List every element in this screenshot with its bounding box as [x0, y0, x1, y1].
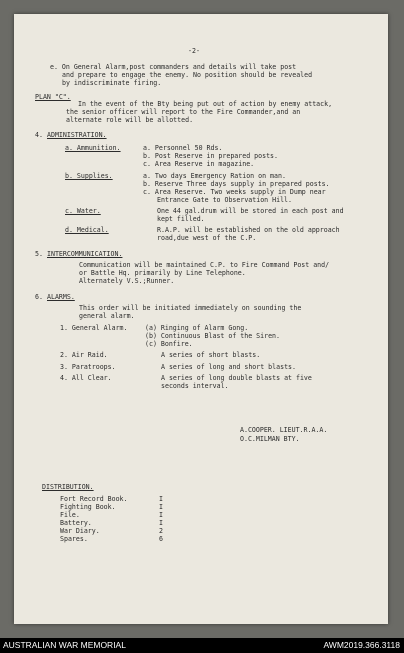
medical-item: R.A.P. will be established on the old approach	[157, 226, 340, 234]
supplies-item: b. Reserve Three days supply in prepared posts.	[143, 180, 330, 188]
supplies-item: Entrance Gate to Observation Hill.	[157, 196, 292, 204]
supplies-label: b. Supplies.	[65, 172, 113, 180]
distribution-count: 6	[159, 535, 163, 543]
distribution-count: I	[159, 503, 163, 511]
archive-footer-bar	[0, 638, 404, 653]
distribution-name: Spares.	[60, 535, 88, 543]
water-label: c. Water.	[65, 207, 101, 215]
distribution-name: Fighting Book.	[60, 503, 116, 511]
supplies-item: a. Two days Emergency Ration on man.	[143, 172, 286, 180]
intercom-heading: INTERCOMMUNICATION.	[47, 250, 123, 258]
plan-c-line: alternate role will be allotted.	[66, 116, 194, 124]
page-number: -2-	[188, 47, 200, 55]
signature-name: A.COOPER. LIEUT.R.A.A.	[240, 426, 328, 434]
ammunition-item: a. Personnel 50 Rds.	[143, 144, 223, 152]
section-e-line: and prepare to engage the enemy. No position should be revealed	[62, 71, 313, 79]
admin-heading: ADMINISTRATION.	[47, 131, 107, 139]
alarm-paratroops-line: A series of long and short blasts.	[161, 363, 296, 371]
section-e-line: by indiscriminate firing.	[62, 79, 162, 87]
alarm-all-clear-label: 4. All Clear.	[60, 374, 112, 382]
alarms-heading: ALARMS.	[47, 293, 75, 301]
alarm-general-line: (b) Continuous Blast of the Siren.	[145, 332, 280, 340]
water-item: One 44 gal.drum will be stored in each post and	[157, 207, 344, 215]
supplies-item: c. Area Reserve. Two weeks supply in Dump near	[143, 188, 326, 196]
intercom-line: Communication will be maintained C.P. to Fire Command Post and/	[79, 261, 330, 269]
alarm-all-clear-line: A series of long double blasts at five	[161, 374, 312, 382]
distribution-name: Battery.	[60, 519, 92, 527]
footer-accession-id: AWM2019.366.3118	[323, 640, 400, 650]
distribution-count: 2	[159, 527, 163, 535]
distribution-count: I	[159, 495, 163, 503]
distribution-name: Fort Record Book.	[60, 495, 128, 503]
distribution-name: File.	[60, 511, 80, 519]
distribution-heading: DISTRIBUTION.	[42, 483, 94, 491]
signature-unit: O.C.MILMAN BTY.	[240, 435, 300, 443]
alarm-air-raid-line: A series of short blasts.	[161, 351, 261, 359]
distribution-name: War Diary.	[60, 527, 100, 535]
admin-number: 4.	[35, 131, 43, 139]
alarm-general-line: (a) Ringing of Alarm Gong.	[145, 324, 249, 332]
alarm-general-line: (c) Bonfire.	[145, 340, 193, 348]
medical-label: d. Medical.	[65, 226, 109, 234]
ammunition-item: c. Area Reserve in magazine.	[143, 160, 255, 168]
alarms-number: 6.	[35, 293, 43, 301]
intercom-line: Alternately V.S.;Runner.	[79, 277, 175, 285]
medical-item: road,due west of the C.P.	[157, 234, 257, 242]
water-item: kept filled.	[157, 215, 205, 223]
distribution-count: I	[159, 519, 163, 527]
ammunition-label: a. Ammunition.	[65, 144, 121, 152]
alarm-all-clear-line: seconds interval.	[161, 382, 229, 390]
plan-c-line: In the event of the Bty being put out of action by enemy attack,	[78, 100, 333, 108]
intercom-line: or Battle Hq. primarily by Line Telephone.	[79, 269, 246, 277]
alarms-intro: This order will be initiated immediately on sounding the	[79, 304, 302, 312]
intercom-number: 5.	[35, 250, 43, 258]
alarm-paratroops-label: 3. Paratroops.	[60, 363, 116, 371]
footer-institution: AUSTRALIAN WAR MEMORIAL	[3, 640, 126, 650]
alarms-intro: general alarm.	[79, 312, 135, 320]
section-e-line: e. On General Alarm,post commanders and details will take post	[50, 63, 297, 71]
plan-c-heading: PLAN "C".	[35, 93, 71, 101]
plan-c-line: the senior officer will report to the Fire Commander,and an	[66, 108, 301, 116]
ammunition-item: b. Post Reserve in prepared posts.	[143, 152, 278, 160]
distribution-count: I	[159, 511, 163, 519]
alarm-air-raid-label: 2. Air Raid.	[60, 351, 108, 359]
alarm-general-label: 1. General Alarm.	[60, 324, 128, 332]
